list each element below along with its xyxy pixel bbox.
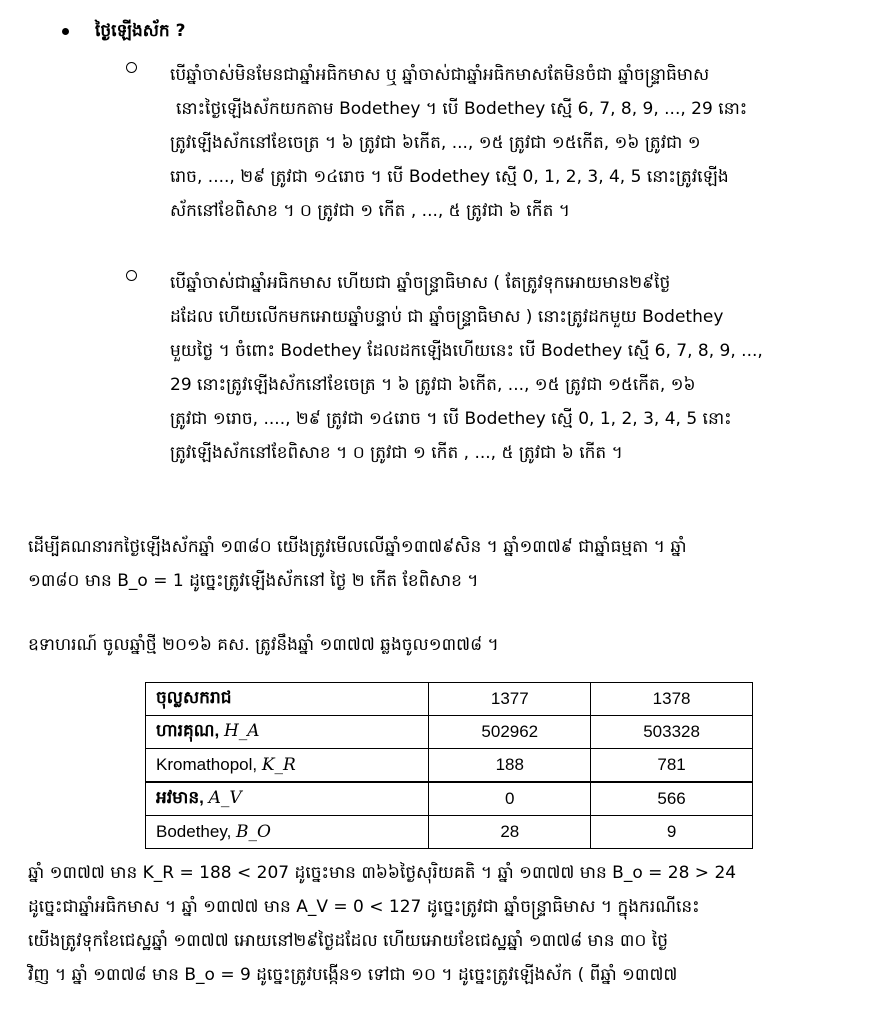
paragraph-1 (28, 530, 868, 598)
row-label: ហារគុណ, H_A (146, 716, 429, 749)
text-line: ដូច្នេះជាឆ្នាំអធិកមាស ។ ឆ្នាំ ១៣៧៧ មាន A_V = 0 < 127 ដូច្នេះត្រូវជា ឆ្នាំចន្ទ្រាធិមាស ។ ក្នុងករណីនេះ (28, 897, 700, 917)
text-line: ស័កនៅខែពិសាខ ។ ០ ត្រូវជា ១ កើត , ..., ៥ ត្រូវជា ៦ កើត ។ (170, 201, 570, 221)
text-line: ឆ្នាំ ១៣៧៧ មាន K_R = 188 < 207 ដូច្នេះមាន ៣៦៦ថ្ងៃសុរិយគតិ ។ ឆ្នាំ ១៣៧៧ មាន B_o = 28 > 24 (28, 863, 737, 883)
cell-1377: 502962 (429, 716, 591, 749)
table-row (146, 683, 753, 716)
paragraph-3 (28, 856, 868, 992)
table-row (146, 716, 753, 749)
text-line: វិញ ។ ឆ្នាំ ១៣៧៨ មាន B_o = 9 ដូច្នេះត្រូវបង្កើន១ ទៅជា ១០ ។ ដូច្នេះត្រូវឡើងស័ក ( ពីឆ្នាំ ១៣៧៧ (28, 965, 678, 985)
row-label: Kromathopol, K_R (146, 749, 429, 783)
cell-1377: 0 (429, 782, 591, 816)
row-label: ចុល្លសករាជ (146, 683, 429, 716)
text-line: បើឆ្នាំចាស់ជាឆ្នាំអធិកមាស ហើយជា ឆ្នាំចន្ទ្រាធិមាស ( តែត្រូវទុកអោយមាន២៩ថ្ងៃ (170, 273, 671, 293)
text-line: រោច, ...., ២៩ ត្រូវជា ១៤រោច ។ បើ Bodethey ស្មើ 0, 1, 2, 3, 4, 5 នោះត្រូវឡើង (170, 167, 729, 187)
text-line: ត្រូវឡើងស័កនៅខែចេត្រ ។ ៦ ត្រូវជា ៦កើត, ..., ១៥ ត្រូវជា ១៥កើត, ១៦ ត្រូវជា ១ (170, 133, 701, 153)
table-row (146, 816, 753, 849)
cell-1377: 28 (429, 816, 591, 849)
cell-1378: 1378 (591, 683, 753, 716)
text-line: 29 នោះត្រូវឡើងស័កនៅខែចេត្រ ។ ៦ ត្រូវជា ៦កើត, ..., ១៥ ត្រូវជា ១៥កើត, ១៦ (170, 375, 696, 395)
section-heading (62, 20, 186, 45)
cell-1378: 9 (591, 816, 753, 849)
cell-1378: 781 (591, 749, 753, 783)
row-label: អវមាន, A_V (146, 782, 429, 816)
hollow-bullet-icon (126, 62, 137, 73)
text-line: ១៣៨០ មាន B_o = 1 ដូច្នេះត្រូវឡើងស័កនៅ ថ្ងៃ ២ កើត ខែពិសាខ ។ (28, 571, 479, 591)
text-line: មួយថ្ងៃ ។ ចំពោះ Bodethey ដែលដកឡើងហើយនេះ បើ Bodethey ស្មើ 6, 7, 8, 9, ..., (170, 341, 763, 361)
text-line: ដដែល ហើយលើកមកអោយឆ្នាំបន្ទាប់ ជា ឆ្នាំចន្ទ្រាធិមាស ) នោះត្រូវដកមួយ Bodethey (170, 307, 724, 327)
row-label: Bodethey, B_O (146, 816, 429, 849)
text-line: បើឆ្នាំចាស់មិនមែនជាឆ្នាំអធិកមាស ឬ ឆ្នាំចាស់ជាឆ្នាំអធិកមាសតែមិនចំជា ឆ្នាំចន្ទ្រាធិមាស (170, 65, 710, 85)
cell-1377: 1377 (429, 683, 591, 716)
bullet-icon (62, 28, 69, 35)
table-row (146, 749, 753, 783)
text-line: ឧទាហរណ៍ ចូលឆ្នាំថ្មី ២០១៦ គស. ត្រូវនឹងឆ្នាំ ១៣៧៧ ឆ្លងចូល១៣៧៨ ។ (28, 635, 499, 655)
paragraph-2 (28, 628, 868, 662)
text-line: យើងត្រូវទុកខែជេស្ឋឆ្នាំ ១៣៧៧ អោយនៅ២៩ថ្ងៃដដែល ហើយអោយខែជេស្ឋឆ្នាំ ១៣៧៨ មាន ៣០ ថ្ងៃ (28, 931, 669, 951)
heading-text: ថ្ងៃឡើងស័ក ? (95, 21, 186, 41)
cell-1377: 188 (429, 749, 591, 783)
text-line: ដើម្បីគណនារកថ្ងៃឡើងស័កឆ្នាំ ១៣៨០ យើងត្រូវមើលលើឆ្នាំ១៣៧៩សិន ។ ឆ្នាំ១៣៧៩ ជាឆ្នាំធម្មតា ។ ឆ្នាំ (28, 537, 687, 557)
hollow-bullet-icon (126, 270, 137, 281)
table-row (146, 782, 753, 816)
text-line: ត្រូវឡើងស័កនៅខែពិសាខ ។ ០ ត្រូវជា ១ កើត , ..., ៥ ត្រូវជា ៦ កើត ។ (170, 443, 623, 463)
cell-1378: 566 (591, 782, 753, 816)
cell-1378: 503328 (591, 716, 753, 749)
data-table (145, 682, 753, 849)
text-line: នោះថ្ងៃឡើងស័កយកតាម Bodethey ។ បើ Bodethey ស្មើ 6, 7, 8, 9, ..., 29 នោះ (176, 99, 748, 119)
text-line: ត្រូវជា ១រោច, ...., ២៩ ត្រូវជា ១៤រោច ។ បើ Bodethey ស្មើ 0, 1, 2, 3, 4, 5 នោះ (170, 409, 732, 429)
